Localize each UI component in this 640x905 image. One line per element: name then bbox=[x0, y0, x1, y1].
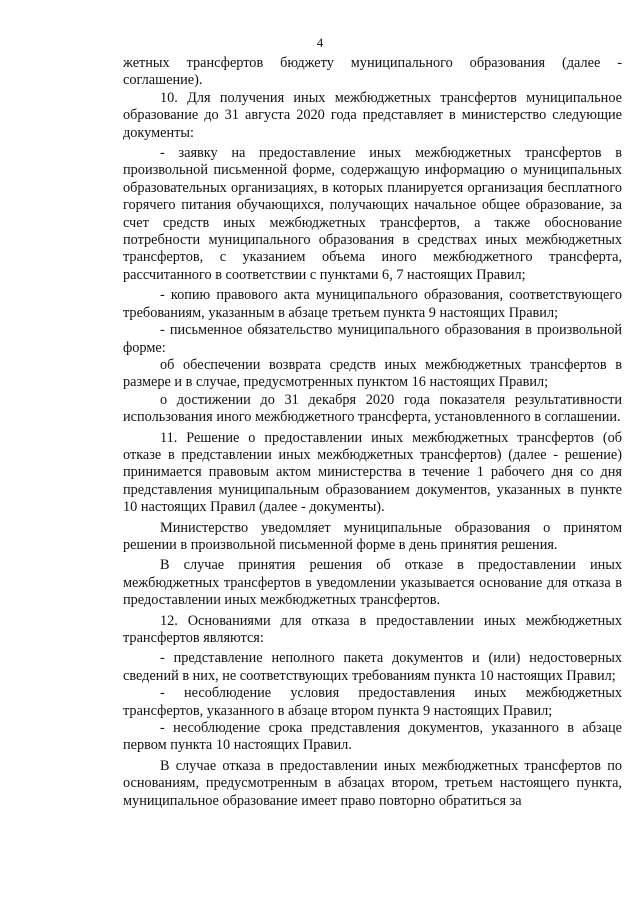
paragraph: - письменное обязательство муниципального образования в произвольной форме: bbox=[123, 322, 622, 356]
paragraph: 12. Основаниями для отказа в предоставлении иных межбюджетных трансфертов являются: bbox=[123, 612, 622, 646]
paragraph: Министерство уведомляет муниципальные образования о принятом решении в произвольной письменной форме в день принятия решения. bbox=[123, 519, 622, 553]
paragraph: 11. Решение о предоставлении иных межбюджетных трансфертов (об отказе в представлении иных межбюджетных трансфертов) (далее - решение) принимается правовым актом министерства в течение 1 рабочего дня со дня представления муниципальным образованием документов, указанных в пункте 10 настоящих Правил (далее - документы). bbox=[123, 429, 622, 516]
paragraph: жетных трансфертов бюджету муниципального образования (далее - соглашение). bbox=[123, 55, 622, 89]
paragraph: В случае принятия решения об отказе в предоставлении иных межбюджетных трансфертов в уведомлении указывается основание для отказа в предоставлении иных межбюджетных трансфертов. bbox=[123, 557, 622, 609]
paragraph: - заявку на предоставление иных межбюджетных трансфертов в произвольной письменной форме, содержащую информацию о муниципальных образовательных организациях, в которых планируется организация бесплатного горячего питания обучающихся, получающих начальное общее образование, за счет средств иных межбюджетных трансфертов, а также обоснование потребности муниципального образования в средствах иных межбюджетных трансфертов, с указанием объема иного межбюджетного трансферта, рассчитанного в соответствии с пунктами 6, 7 настоящих Правил; bbox=[123, 145, 622, 283]
paragraph: об обеспечении возврата средств иных межбюджетных трансфертов в размере и в случае, предусмотренных пунктом 16 настоящих Правил; bbox=[123, 356, 622, 391]
paragraph: о достижении до 31 декабря 2020 года показателя результативности использования иного межбюджетного трансферта, установленного в соглашении. bbox=[123, 391, 622, 426]
paragraph: - представление неполного пакета документов и (или) недостоверных сведений в них, не соответствующих требованиям пункта 10 настоящих Правил; bbox=[123, 650, 622, 684]
paragraph: - копию правового акта муниципального образования, соответствующего требованиям, указанным в абзаце третьем пункта 9 настоящих Правил; bbox=[123, 287, 622, 321]
paragraph: - несоблюдение условия предоставления иных межбюджетных трансфертов, указанного в абзаце втором пункта 9 настоящих Правил; bbox=[123, 685, 622, 719]
document-body bbox=[123, 55, 622, 810]
paragraph: 10. Для получения иных межбюджетных трансфертов муниципальное образование до 31 августа 2020 года представляет в министерство следующие документы: bbox=[123, 89, 622, 141]
paragraph: - несоблюдение срока представления документов, указанного в абзаце первом пункта 10 настоящих Правил. bbox=[123, 720, 622, 754]
paragraph: В случае отказа в предоставлении иных межбюджетных трансфертов по основаниям, предусмотренным в абзацах втором, третьем настоящего пункта, муниципальное образование имеет право повторно обратиться за bbox=[123, 757, 622, 809]
page-number: 4 bbox=[316, 35, 324, 50]
